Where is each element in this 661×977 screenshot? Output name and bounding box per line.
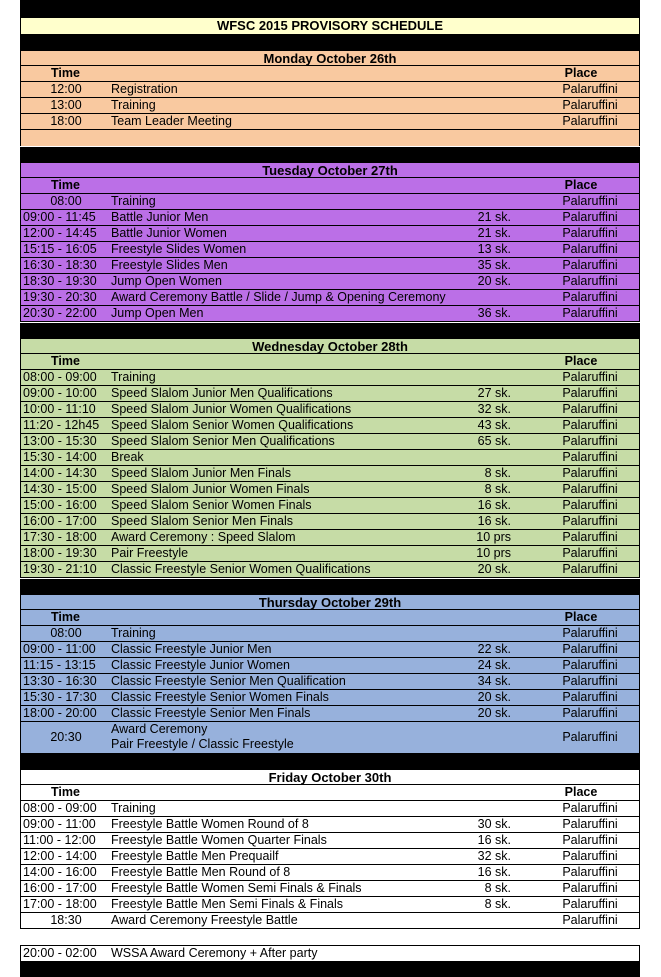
row-time: 20:30 - 22:00 [23, 306, 97, 320]
row-activity: Freestyle Battle Women Semi Finals & Finals [111, 881, 362, 895]
row-activity: Classic Freestyle Senior Men Qualification [111, 674, 346, 688]
time-column-header: Time [51, 178, 80, 192]
row-time: 12:00 [50, 82, 82, 96]
row-activity: Break [111, 450, 144, 464]
row-activity: Training [111, 801, 156, 815]
row-activity: Jump Open Women [111, 274, 222, 288]
row-activity: Freestyle Battle Women Round of 8 [111, 817, 309, 831]
day-section-friday [20, 769, 640, 929]
row-time: 13:00 [50, 98, 82, 112]
row-activity: Freestyle Slides Men [111, 258, 228, 272]
row-activity: Speed Slalom Senior Men Qualifications [111, 434, 335, 448]
row-place: Palaruffini [562, 210, 618, 224]
row-place: Palaruffini [562, 306, 618, 320]
schedule-row [21, 674, 639, 690]
row-activity: Team Leader Meeting [111, 114, 232, 128]
row-count: 8 sk. [484, 881, 511, 895]
row-place: Palaruffini [562, 865, 618, 879]
row-time: 17:00 - 18:00 [23, 897, 97, 911]
row-activity: Speed Slalom Junior Women Finals [111, 482, 310, 496]
schedule-row [21, 418, 639, 434]
time-column-header: Time [51, 610, 80, 624]
row-place: Palaruffini [562, 674, 618, 688]
bottom-black-bar [20, 962, 640, 977]
row-time: 11:00 - 12:00 [23, 833, 96, 847]
row-place: Palaruffini [562, 690, 618, 704]
row-place: Palaruffini [562, 498, 618, 512]
row-activity: Freestyle Battle Men Semi Finals & Finals [111, 897, 344, 911]
day-section-thursday [20, 594, 640, 754]
row-place: Palaruffini [562, 801, 618, 815]
schedule-row [21, 242, 639, 258]
place-column-header: Place [564, 785, 598, 799]
row-activity: Speed Slalom Senior Women Finals [111, 498, 312, 512]
row-activity: Speed Slalom Senior Men Finals [111, 514, 294, 528]
row-count: 27 sk. [477, 386, 511, 400]
row-time: 15:30 - 17:30 [23, 690, 97, 704]
row-count: 21 sk. [477, 210, 511, 224]
row-count: 35 sk. [477, 258, 511, 272]
row-activity: Battle Junior Women [111, 226, 227, 240]
schedule-row [21, 210, 639, 226]
row-place: Palaruffini [562, 194, 618, 208]
row-count: 36 sk. [477, 306, 511, 320]
row-time: 13:00 - 15:30 [23, 434, 97, 448]
row-time: 08:00 [50, 194, 82, 208]
schedule-row [21, 98, 639, 114]
row-place: Palaruffini [562, 706, 618, 720]
row-activity: Award Ceremony Battle / Slide / Jump & Opening Ceremony [111, 290, 446, 304]
row-activity: Battle Junior Men [111, 210, 209, 224]
row-place: Palaruffini [562, 402, 618, 416]
row-place: Palaruffini [562, 242, 618, 256]
day-heading: Friday October 30th [21, 769, 639, 785]
row-activity: Classic Freestyle Senior Women Qualifications [111, 562, 371, 576]
row-activity: Classic Freestyle Senior Men Finals [111, 706, 311, 720]
day-section-tuesday [20, 162, 640, 322]
divider-bar [20, 754, 640, 769]
row-count: 32 sk. [477, 849, 511, 863]
schedule-row [21, 466, 639, 482]
row-place: Palaruffini [562, 881, 618, 895]
row-activity: Freestyle Battle Men Round of 8 [111, 865, 291, 879]
row-count: 30 sk. [477, 817, 511, 831]
day-section-wednesday [20, 338, 640, 578]
row-count: 8 sk. [484, 482, 511, 496]
schedule-row [21, 546, 639, 562]
row-place: Palaruffini [562, 658, 618, 672]
row-activity-line: Pair Freestyle / Classic Freestyle [111, 737, 294, 751]
row-time: 09:00 - 10:00 [23, 386, 97, 400]
row-activity: Speed Slalom Senior Women Qualifications [111, 418, 354, 432]
schedule-row [21, 370, 639, 386]
row-time: 13:30 - 16:30 [23, 674, 97, 688]
schedule-row [21, 562, 639, 578]
schedule-row [21, 642, 639, 658]
schedule-row [21, 801, 639, 817]
row-place: Palaruffini [562, 642, 618, 656]
row-count: 20 sk. [477, 690, 511, 704]
row-activity: Pair Freestyle [111, 546, 189, 560]
row-activity: Jump Open Men [111, 306, 204, 320]
divider-bar [20, 147, 640, 162]
row-place: Palaruffini [562, 530, 618, 544]
row-time: 18:00 - 19:30 [23, 546, 97, 560]
empty-row [21, 130, 639, 146]
row-time: 18:30 - 19:30 [23, 274, 97, 288]
row-place: Palaruffini [562, 849, 618, 863]
row-activity: Freestyle Slides Women [111, 242, 247, 256]
row-place: Palaruffini [562, 466, 618, 480]
row-time: 18:00 [50, 114, 82, 128]
schedule-title: WFSC 2015 PROVISORY SCHEDULE [20, 17, 640, 35]
row-time: 08:00 [50, 626, 82, 640]
row-activity: Training [111, 626, 156, 640]
row-place: Palaruffini [562, 482, 618, 496]
day-heading: Tuesday October 27th [21, 162, 639, 178]
schedule-row [21, 865, 639, 881]
row-place: Palaruffini [562, 514, 618, 528]
schedule-row [21, 514, 639, 530]
row-place: Palaruffini [562, 370, 618, 384]
row-place: Palaruffini [562, 450, 618, 464]
row-count: 21 sk. [477, 226, 511, 240]
top-black-bar [20, 0, 640, 17]
row-count: 32 sk. [477, 402, 511, 416]
schedule-row [21, 626, 639, 642]
row-time: 17:30 - 18:00 [23, 530, 97, 544]
row-activity: Classic Freestyle Junior Women [111, 658, 290, 672]
row-time: 09:00 - 11:00 [23, 642, 96, 656]
footer-activity: WSSA Award Ceremony + After party [111, 946, 318, 960]
row-time: 16:00 - 17:00 [23, 881, 97, 895]
row-activity: Award Ceremony : Speed Slalom [111, 530, 296, 544]
row-time: 20:30 [50, 730, 82, 744]
column-header-row [21, 354, 639, 370]
row-time: 09:00 - 11:00 [23, 817, 96, 831]
row-place: Palaruffini [562, 114, 618, 128]
place-column-header: Place [564, 354, 598, 368]
row-place: Palaruffini [562, 626, 618, 640]
row-activity: Classic Freestyle Junior Men [111, 642, 272, 656]
row-count: 16 sk. [477, 498, 511, 512]
row-time: 14:00 - 14:30 [23, 466, 97, 480]
schedule-row [21, 849, 639, 865]
place-column-header: Place [564, 66, 598, 80]
schedule-row [21, 258, 639, 274]
schedule-row [21, 817, 639, 833]
row-activity: Freestyle Battle Men Prequailf [111, 849, 279, 863]
schedule-row [21, 498, 639, 514]
row-time: 16:00 - 17:00 [23, 514, 97, 528]
time-column-header: Time [51, 785, 80, 799]
row-time: 09:00 - 11:45 [23, 210, 96, 224]
row-place: Palaruffini [562, 258, 618, 272]
schedule-row [21, 226, 639, 242]
schedule-row [21, 690, 639, 706]
row-time: 15:30 - 14:00 [23, 450, 97, 464]
row-count: 10 prs [476, 530, 511, 544]
row-time: 11:15 - 13:15 [23, 658, 96, 672]
footer-row [20, 945, 640, 962]
row-time: 18:30 [50, 913, 82, 927]
schedule-row [21, 274, 639, 290]
row-time: 14:30 - 15:00 [23, 482, 97, 496]
row-activity: Classic Freestyle Senior Women Finals [111, 690, 329, 704]
footer-time: 20:00 - 02:00 [23, 946, 97, 960]
row-place: Palaruffini [562, 562, 618, 576]
row-place: Palaruffini [562, 386, 618, 400]
column-header-row [21, 66, 639, 82]
column-header-row [21, 610, 639, 626]
schedule-row [21, 658, 639, 674]
row-activity: Freestyle Battle Women Quarter Finals [111, 833, 327, 847]
schedule-row [21, 530, 639, 546]
schedule-row [21, 450, 639, 466]
row-place: Palaruffini [562, 434, 618, 448]
schedule-row [21, 482, 639, 498]
row-activity [111, 722, 294, 752]
row-time: 18:00 - 20:00 [23, 706, 97, 720]
row-activity: Speed Slalom Junior Men Finals [111, 466, 291, 480]
row-time: 12:00 - 14:45 [23, 226, 97, 240]
row-activity: Training [111, 98, 156, 112]
row-activity: Training [111, 370, 156, 384]
row-count: 16 sk. [477, 514, 511, 528]
row-place: Palaruffini [562, 817, 618, 831]
row-time: 14:00 - 16:00 [23, 865, 97, 879]
row-count: 43 sk. [477, 418, 511, 432]
row-activity: Award Ceremony Freestyle Battle [111, 913, 298, 927]
row-count: 8 sk. [484, 897, 511, 911]
row-place: Palaruffini [562, 897, 618, 911]
row-time: 15:15 - 16:05 [23, 242, 97, 256]
day-heading: Monday October 26th [21, 50, 639, 66]
footer-section [20, 945, 640, 962]
row-place: Palaruffini [562, 290, 618, 304]
row-place: Palaruffini [562, 274, 618, 288]
row-activity-line: Award Ceremony [111, 722, 208, 736]
row-time: 19:30 - 20:30 [23, 290, 97, 304]
row-count: 24 sk. [477, 658, 511, 672]
row-count: 20 sk. [477, 706, 511, 720]
row-count: 22 sk. [477, 642, 511, 656]
schedule-row [21, 833, 639, 849]
schedule-row [21, 402, 639, 418]
row-place: Palaruffini [562, 82, 618, 96]
row-activity: Training [111, 194, 156, 208]
schedule-row [21, 722, 639, 754]
time-column-header: Time [51, 66, 80, 80]
row-count: 16 sk. [477, 865, 511, 879]
divider-bar [20, 35, 640, 50]
row-place: Palaruffini [562, 730, 618, 744]
row-time: 08:00 - 09:00 [23, 801, 97, 815]
column-header-row [21, 785, 639, 801]
day-heading: Thursday October 29th [21, 594, 639, 610]
row-place: Palaruffini [562, 226, 618, 240]
schedule-row [21, 881, 639, 897]
row-time: 16:30 - 18:30 [23, 258, 97, 272]
schedule-row [21, 82, 639, 98]
row-count: 34 sk. [477, 674, 511, 688]
row-count: 8 sk. [484, 466, 511, 480]
row-place: Palaruffini [562, 418, 618, 432]
day-heading: Wednesday October 28th [21, 338, 639, 354]
row-place: Palaruffini [562, 98, 618, 112]
divider-bar [20, 579, 640, 594]
row-count: 65 sk. [477, 434, 511, 448]
row-time: 10:00 - 11:10 [23, 402, 96, 416]
row-place: Palaruffini [562, 833, 618, 847]
schedule-row [21, 386, 639, 402]
schedule-row [21, 913, 639, 929]
row-activity: Speed Slalom Junior Women Qualifications [111, 402, 352, 416]
schedule-row [21, 290, 639, 306]
schedule-row [21, 194, 639, 210]
schedule-sheet [20, 0, 640, 977]
schedule-row [21, 114, 639, 130]
place-column-header: Place [564, 178, 598, 192]
row-count: 20 sk. [477, 562, 511, 576]
row-place: Palaruffini [562, 546, 618, 560]
row-time: 15:00 - 16:00 [23, 498, 97, 512]
row-activity: Speed Slalom Junior Men Qualifications [111, 386, 333, 400]
place-column-header: Place [564, 610, 598, 624]
row-time: 19:30 - 21:10 [23, 562, 97, 576]
time-column-header: Time [51, 354, 80, 368]
row-time: 11:20 - 12h45 [23, 418, 100, 432]
schedule-row [21, 306, 639, 322]
row-time: 08:00 - 09:00 [23, 370, 97, 384]
divider-bar [20, 323, 640, 338]
row-count: 16 sk. [477, 833, 511, 847]
row-time: 12:00 - 14:00 [23, 849, 97, 863]
row-count: 13 sk. [477, 242, 511, 256]
row-count: 20 sk. [477, 274, 511, 288]
row-place: Palaruffini [562, 913, 618, 927]
schedule-row [21, 434, 639, 450]
row-activity: Registration [111, 82, 178, 96]
schedule-row [21, 706, 639, 722]
day-section-monday [20, 50, 640, 146]
column-header-row [21, 178, 639, 194]
schedule-row [21, 897, 639, 913]
row-count: 10 prs [476, 546, 511, 560]
